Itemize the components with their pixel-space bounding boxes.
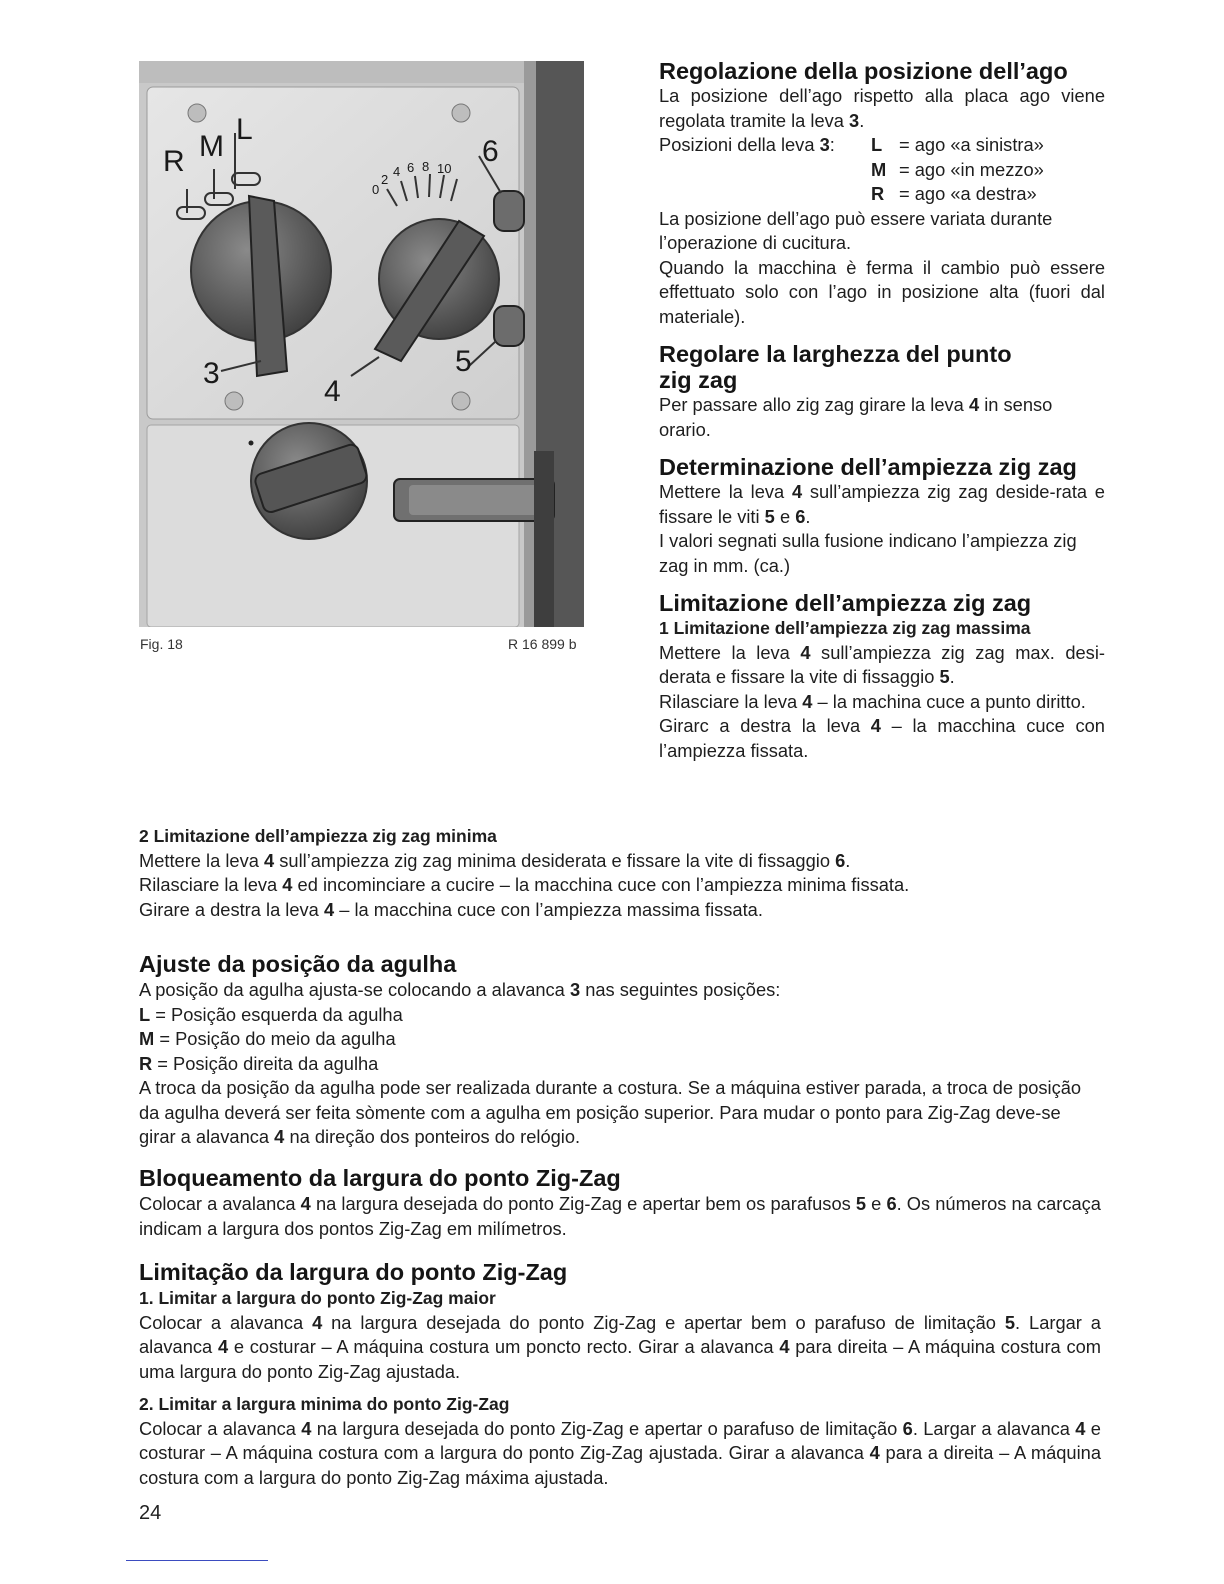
label-three: 3	[203, 357, 220, 390]
scale-4: 4	[393, 164, 401, 179]
italian-min-limit-section	[139, 824, 1101, 922]
label-four: 4	[324, 375, 341, 408]
scale-8: 8	[422, 159, 430, 174]
paragraph: Colocar a alavanca 4 na largura desejada do ponto Zig-Zag e apertar o parafuso de limitação 6. Largar a alavanca 4 e costurar – A máquina costura com a largura do ponto Zig-Zag ajustada. Girar a alavanca 4 para a direita – A máquina costura com a largura do ponto Zig-Zag máxima ajustada.	[139, 1417, 1101, 1488]
portuguese-limit-section	[139, 1258, 1101, 1490]
paragraph: Mettere la leva 4 sull’ampiezza zig zag deside-rata e fissare le viti 5 e 6.	[659, 481, 1105, 527]
paragraph: Rilasciare la leva 4 – la machina cuce a punto diritto.	[659, 690, 1086, 712]
scale-6: 6	[407, 160, 415, 175]
paragraph: La posizione dell’ago può essere variata durante l’operazione di cucitura.	[659, 207, 1053, 253]
paragraph: Mettere la leva 4 sull’ampiezza zig zag max. desi-derata e fissare la vite di fissaggio 5.	[659, 641, 1105, 687]
figure-caption: Fig. 18	[140, 636, 183, 652]
paragraph: Quando la macchina è ferma il cambio può essere effettuato solo con l’ago in posizione alta (fuori dal materiale).	[659, 256, 1105, 327]
paragraph: Girarc a destra la leva 4 – la macchina cuce con l’ampiezza fissata.	[659, 715, 1105, 761]
label-l: L	[236, 113, 253, 146]
paragraph: Mettere la leva 4 sull’ampiezza zig zag minima desiderata e fissare la vite di fissaggio 6.	[139, 849, 851, 871]
position-row: Posizioni della leva 3: L = ago «a sinistra»	[659, 134, 1044, 155]
figure-code: R 16 899 b	[508, 636, 577, 652]
section-needle-position-it	[659, 58, 1105, 329]
heading-zigzag-width-it: Regolare la larghezza del punto zig zag	[659, 341, 1012, 393]
subheading: 2. Limitar a largura minima do ponto Zig-Zag	[139, 1394, 510, 1414]
paragraph: Colocar a alavanca 4 na largura desejada do ponto Zig-Zag e apertar bem o parafuso de limitação 5. Largar a alavanca 4 e costurar – A máquina costura um poncto recto. Girar a alavanca 4 para direita – A máquina costura com uma largura do ponto Zig-Zag ajustada.	[139, 1311, 1101, 1382]
italian-column	[659, 58, 1105, 763]
label-m: M	[199, 130, 224, 163]
dial-illustration	[139, 61, 584, 627]
heading-zigzag-amplitude-it: Determinazione dell’ampiezza zig zag	[659, 454, 1077, 480]
scale-10: 10	[437, 161, 452, 176]
heading-zigzag-lock-pt: Bloqueamento da largura do ponto Zig-Zag	[139, 1165, 621, 1191]
paragraph: A troca da posição da agulha pode ser realizada durante a costura. Se a máquina estiver parada, a troca de posição da agulha deverá ser feita sòmente com a agulha em posição superior. Para mudar o ponto para Zig-Zag deve-se girar a alavanca 4 na direção dos ponteiros do relógio.	[139, 1077, 1082, 1147]
footer-rule	[126, 1560, 268, 1561]
label-five: 5	[455, 345, 472, 378]
paragraph: Colocar a avalanca 4 na largura desejada do ponto Zig-Zag e apertar bem os parafusos 5 e 6. Os números na carcaça indicam a largura dos pontos Zig-Zag em milímetros.	[139, 1193, 1101, 1239]
paragraph: Per passare allo zig zag girare la leva 4 in senso orario.	[659, 394, 1053, 440]
paragraph: I valori segnati sulla fusione indicano l’ampiezza zig zag in mm. (ca.)	[659, 530, 1077, 576]
label-r: R	[163, 145, 185, 178]
heading-needle-position-it: Regolazione della posizione dell’ago	[659, 58, 1068, 84]
position-row: M = ago «in mezzo»	[871, 158, 1044, 180]
portuguese-needle-section	[139, 950, 1101, 1150]
paragraph: Girare a destra la leva 4 – la macchina cuce con l’ampiezza massima fissata.	[139, 898, 763, 920]
paragraph: A posição da agulha ajusta-se colocando a alavanca 3 nas seguintes posições:	[139, 979, 781, 1000]
heading-zigzag-limit-pt: Limitação da largura do ponto Zig-Zag	[139, 1259, 568, 1285]
heading-needle-position-pt: Ajuste da posição da agulha	[139, 951, 457, 977]
subheading: 1. Limitar a largura do ponto Zig-Zag maior	[139, 1288, 496, 1308]
paragraph: La posizione dell’ago rispetto alla placa ago viene regolata tramite la leva 3.	[659, 85, 1105, 131]
scale-2: 2	[381, 172, 389, 187]
paragraph: Rilasciare la leva 4 ed incominciare a cucire – la macchina cuce con l’ampiezza minima fissata.	[139, 874, 910, 895]
scale-0: 0	[372, 182, 380, 197]
position-item: R = Posição direita da agulha	[139, 1052, 379, 1074]
label-six: 6	[482, 135, 499, 168]
subheading: 2 Limitazione dell’ampiezza zig zag minima	[139, 826, 497, 846]
section-zigzag-amplitude-it	[659, 454, 1105, 578]
position-row: R = ago «a destra»	[871, 183, 1037, 204]
section-zigzag-limit-it	[659, 590, 1105, 763]
sewing-machine-dial-photo	[139, 61, 584, 627]
heading-zigzag-limit-it: Limitazione dell’ampiezza zig zag	[659, 590, 1032, 616]
section-zigzag-width-it	[659, 341, 1105, 442]
subheading: 1 Limitazione dell’ampiezza zig zag massima	[659, 618, 1031, 638]
page-number: 24	[139, 1502, 162, 1524]
portuguese-lock-section	[139, 1164, 1101, 1241]
position-item: M = Posição do meio da agulha	[139, 1028, 396, 1049]
position-item: L = Posição esquerda da agulha	[139, 1003, 403, 1025]
